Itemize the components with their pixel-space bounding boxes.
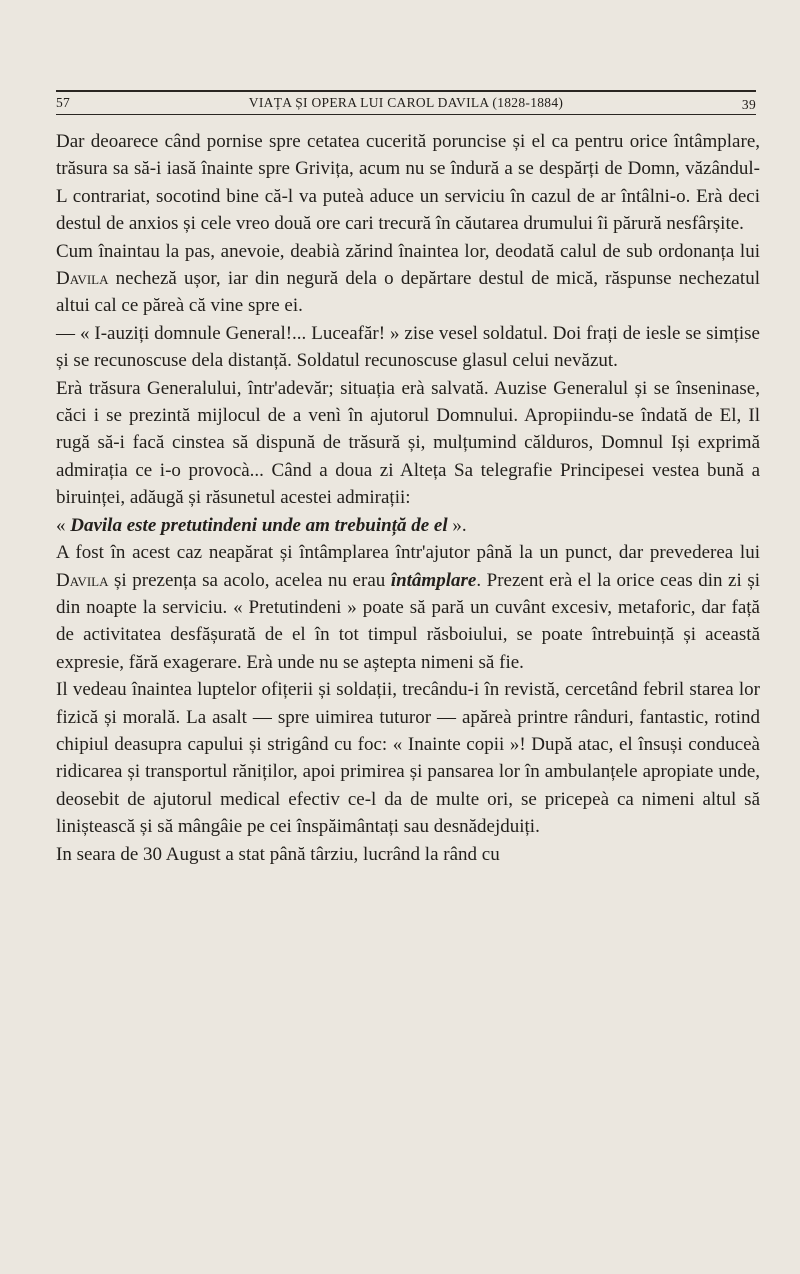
page-header: [56, 90, 756, 112]
name-davila: Davila: [56, 268, 109, 290]
name-davila-2: Davila: [56, 569, 109, 591]
page-number: 39: [741, 97, 756, 112]
emphasis-intamplare: întâmplare: [390, 569, 477, 591]
paragraph-1: Dar deoarece când pornise spre cetatea cucerită poruncise și el ca pentru orice întâmplare, trăsura sa să-i iasă înainte spre Grivița, acum nu se îndură a se despărți de Domn, văzândul-L contrariat, socotind bine că-l va puteà aduce un serviciu în cazul de ar întâlni-o. Erà deci destul de anxios și cele vreo două ore cari trecură în căutarea drumului îi părură nesfârșite.: [56, 131, 760, 235]
paragraph-5-text-c: . Prezent erà el la orice ceas din zi și din noapte la serviciu. « Pretutindeni » poate să pară un cuvânt excesiv, metaforic, dar față de activitatea desfășurată de el în tot timpul răsboiului, se poate întrebuință și această expresie, fără exagerare. Erà unde nu se aștepta nimeni să fie.: [56, 569, 761, 673]
paragraph-4-text: Erà trăsura Generalului, într'adevăr; situația erà salvată. Auzise Generalul și se înseninase, căci i se prezintă mijlocul de a venì în ajutorul Domnului. Apropiindu-se îndată de El, Il rugă să-i facă cinstea să dispună de trăsură și, mulțumind călduros, Domnul Iși exprimă admirația ce i-o provocà... Când a doua zi Alteța Sa telegrafie Principesei vestea bună a biruinței, adăugă și răsunetul acestei admirații:: [56, 377, 760, 509]
paragraph-2: [56, 238, 760, 320]
header-top-rule: [56, 90, 756, 92]
header-bottom-rule: [56, 114, 756, 115]
paragraph-6: Il vedeau înaintea luptelor ofițerii și soldații, trecându-i în revistă, cercetând febril starea lor fizică și morală. La asalt — spre uimirea tuturor — apăreà printre rânduri, fantastic, rotind chipiul deasupra capului și strigând cu foc: « Inainte copii »! După atac, el însuși conduceà ridicarea și transportul răniților, apoi primirea și pansarea lor în ambulanțele apropiate unde, deosebit de ajutorul medical efectiv ce-l da de multe ori, se pricepeà ca nimeni altul să liniștească și să mângâie pe cei înspăimântați sau desnădejduiți.: [56, 679, 760, 838]
paragraph-5-text-b: și prezența sa acolo, acelea nu erau: [108, 569, 391, 591]
quote-close: ».: [447, 514, 467, 536]
paragraph-5-text-a: A fost în acest caz neapărat și întâmplarea într'ajutor până la un punct, dar prevederea lui: [56, 542, 760, 564]
paragraph-4: [56, 375, 760, 539]
paragraph-2-text-b: necheză ușor, iar din negură dela o depărtare destul de mică, răspunse nechezatul altui cal ce păreà că vine spre ei.: [56, 268, 760, 317]
paragraph-5: [56, 539, 760, 676]
body-text: [56, 128, 760, 868]
quote-open: «: [56, 514, 71, 536]
paragraph-7: In seara de 30 August a stat până târziu, lucrând la rând cu: [56, 843, 500, 865]
running-title: VIAȚA ȘI OPERA LUI CAROL DAVILA (1828-1884): [248, 95, 564, 110]
original-page-number: 57: [56, 95, 71, 110]
telegram-quote: Davila este pretutindeni unde am trebuință de el: [70, 514, 448, 536]
paragraph-3: — « I-auziți domnule General!... Luceafăr! » zise vesel soldatul. Doi frați de iesle se simțise și se recunoscuse dela distanță. Soldatul recunoscuse glasul celui nevăzut.: [56, 322, 760, 372]
paragraph-2-text-a: Cum înaintau la pas, anevoie, deabià zărind înaintea lor, deodată calul de sub ordonanța lui: [56, 240, 760, 262]
